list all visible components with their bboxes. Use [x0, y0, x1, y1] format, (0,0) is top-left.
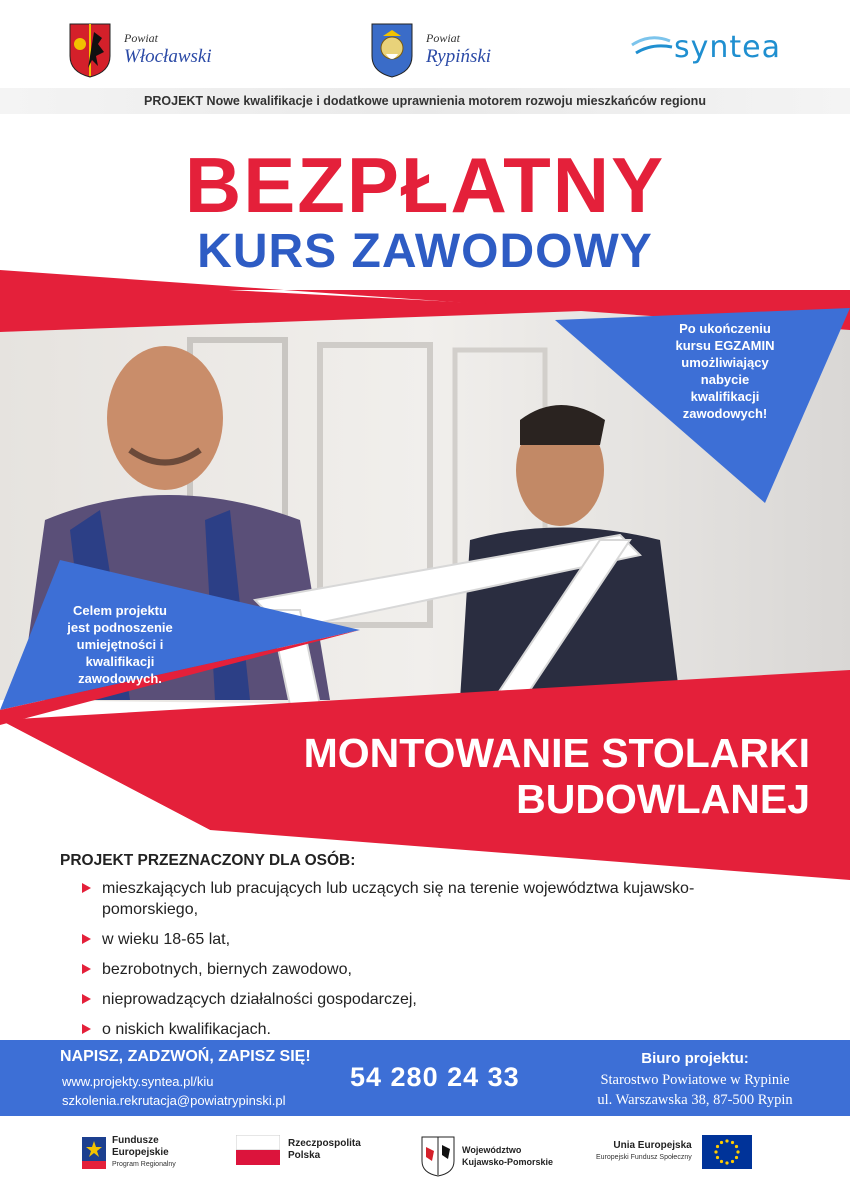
powiat1-small: Powiat — [124, 31, 159, 46]
target-group-title: PROJEKT PRZEZNACZONY DLA OSÓB: — [60, 852, 356, 869]
email-link[interactable]: szkolenia.rekrutacja@powiatrypinski.pl — [62, 1093, 286, 1108]
contact-band — [0, 1040, 850, 1116]
powiat2-name: Rypiński — [426, 45, 492, 67]
arrow-right-icon — [82, 934, 91, 944]
powiat-rypinski-logo — [370, 22, 491, 78]
office-label: Biuro projektu: — [641, 1050, 749, 1067]
fe-star-icon — [82, 1135, 108, 1171]
target-group-list — [80, 878, 780, 1049]
powiat1-name: Włocławski — [124, 45, 212, 67]
syntea-wordmark: syntea — [674, 30, 782, 65]
course-title — [304, 730, 810, 822]
office-address-line1: Starostwo Powiatowe w Rypinie — [600, 1072, 790, 1088]
arrow-right-icon — [82, 994, 91, 1004]
course-title-line2: BUDOWLANEJ — [516, 776, 810, 822]
project-name-bar: PROJEKT Nowe kwalifikacje i dodatkowe uprawnienia motorem rozwoju mieszkańców regionu — [0, 88, 850, 114]
arrow-right-icon — [82, 964, 91, 974]
arrow-right-icon — [82, 883, 91, 893]
unia-europejska-logo: Unia Europejska Europejski Fundusz Społeczny — [596, 1135, 752, 1169]
polish-flag-icon — [236, 1135, 280, 1165]
syntea-logo — [630, 30, 781, 65]
goal-callout: Celem projektu jest podnoszenie umiejętności i kwalifikacji zawodowych. — [67, 603, 173, 686]
office-address-line2: ul. Warszawska 38, 87-500 Rypin — [597, 1092, 793, 1108]
powiat-wloclawski-logo — [68, 22, 212, 78]
fundusze-europejskie-logo: Fundusze Europejskie Program Regionalny — [82, 1135, 176, 1171]
list-item: bezrobotnych, biernych zawodowo, — [80, 959, 780, 980]
wloclawek-crest-icon — [68, 22, 112, 78]
wojewodztwo-logo: Województwo Kujawsko-Pomorskie — [420, 1135, 553, 1177]
course-title-line1: MONTOWANIE STOLARKI — [303, 730, 810, 776]
headline-course: KURS ZAWODOWY — [197, 225, 653, 278]
eu-flag-icon — [702, 1135, 752, 1169]
website-link[interactable]: www.projekty.syntea.pl/kiu — [62, 1074, 214, 1089]
kujawsko-pomorskie-crest-icon — [420, 1135, 456, 1177]
list-item: w wieku 18-65 lat, — [80, 929, 780, 950]
rypin-crest-icon — [370, 22, 414, 78]
exam-callout: Po ukończeniu kursu EGZAMIN umożliwiający nabycie kwalifikacji zawodowych! — [675, 321, 775, 421]
phone-number[interactable]: 54 280 24 33 — [350, 1062, 520, 1092]
list-item: mieszkających lub pracujących lub uczących się na terenie województwa kujawsko-pomorskiego, — [80, 878, 780, 920]
call-to-action: NAPISZ, ZADZWOŃ, ZAPISZ SIĘ! — [60, 1048, 311, 1065]
headline-free: BEZPŁATNY — [184, 141, 666, 229]
list-item: o niskich kwalifikacjach. — [80, 1019, 780, 1040]
list-item: nieprowadzących działalności gospodarczej, — [80, 989, 780, 1010]
powiat2-small: Powiat — [426, 31, 461, 46]
arrow-right-icon — [82, 1024, 91, 1034]
syntea-swoosh-icon — [630, 33, 674, 63]
rzeczpospolita-logo: Rzeczpospolita Polska — [236, 1135, 361, 1165]
